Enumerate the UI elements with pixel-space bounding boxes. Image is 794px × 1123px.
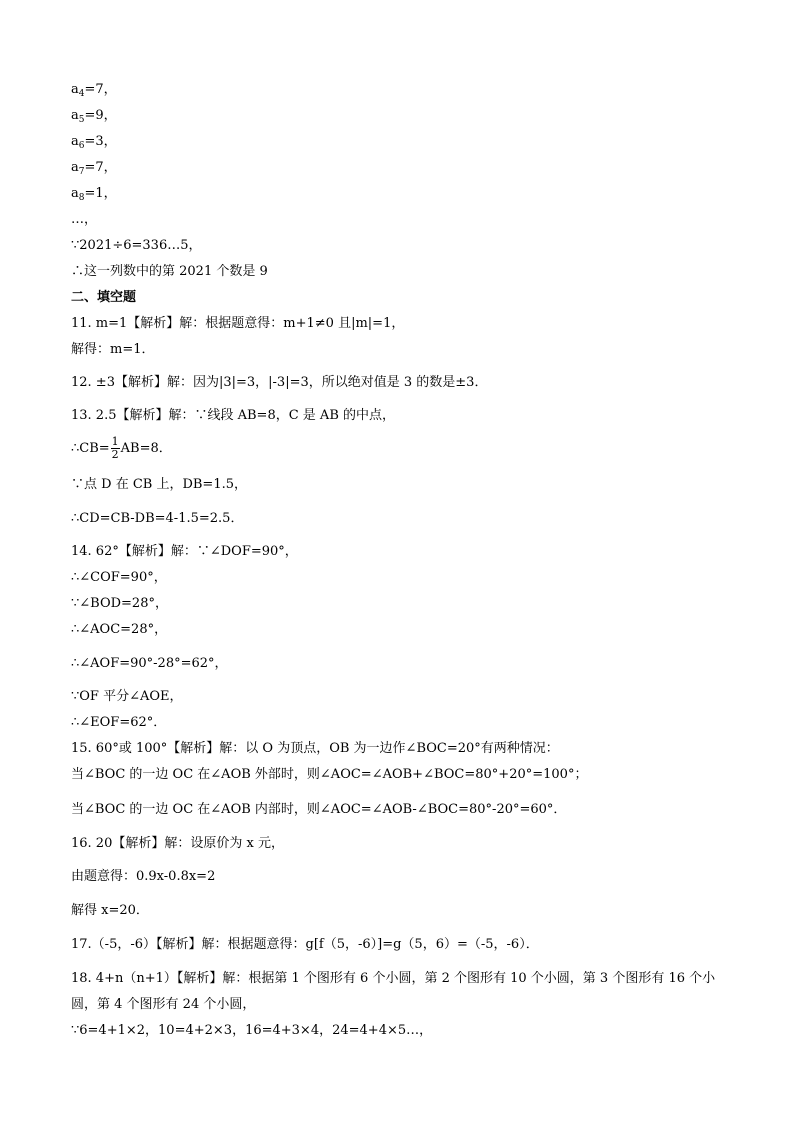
line-remainder: ∵2021÷6=336…5， bbox=[71, 238, 202, 253]
line-a8: $a_8=1$， bbox=[71, 186, 117, 203]
answer-15-case-outside: 当∠BOC 的一边 OC 在∠AOB 外部时，则∠AOC=∠AOB+∠BOC=80°+20°=100°； bbox=[71, 767, 588, 782]
answer-14-bod: ∵∠BOD=28°， bbox=[71, 596, 168, 611]
answer-13-cb: ∴CB= $\frac{1}{2}$ AB=8． bbox=[71, 435, 172, 461]
line-ellipsis: …， bbox=[71, 212, 98, 227]
answer-14: 14. 62°【解析】解：∵∠DOF=90°， bbox=[71, 544, 298, 559]
answer-14-aof: ∴∠AOF=90°-28°=62°， bbox=[71, 656, 228, 671]
line-a4: $a_4=7$， bbox=[71, 82, 117, 99]
answer-11: 11. m=1【解析】解：根据题意得：m+1≠0 且|m|=1， bbox=[71, 316, 405, 331]
answer-14-bisector: ∵OF 平分∠AOE， bbox=[71, 689, 183, 704]
line-a6: $a_6=3$， bbox=[71, 134, 117, 151]
answer-18: 18. 4+n（n+1）【解析】解：根据第 1 个图形有 6 个小圆，第 2 个图形有 10 个小圆，第 3 个图形有 16 个小 bbox=[71, 971, 716, 986]
answer-15: 15. 60°或 100°【解析】解：以 O 为顶点，OB 为一边作∠BOC=20°有两种情况： bbox=[71, 741, 559, 756]
line-a7: $a_7=7$， bbox=[71, 160, 117, 177]
answer-14-aoc: ∴∠AOC=28°， bbox=[71, 622, 168, 637]
answer-14-cof: ∴∠COF=90°， bbox=[71, 570, 167, 585]
answer-12: 12. ±3【解析】解：因为|3|=3，|-3|=3，所以绝对值是 3 的数是±3． bbox=[71, 375, 488, 390]
line-a5: $a_5=9$， bbox=[71, 108, 117, 125]
fraction-one-half: $\frac{1}{2}$ bbox=[111, 435, 119, 461]
answer-13: 13. 2.5【解析】解：∵线段 AB=8，C 是 AB 的中点， bbox=[71, 408, 396, 423]
answer-13-cd: ∴CD=CB-DB=4-1.5=2.5． bbox=[71, 511, 244, 526]
answer-17: 17.（-5，-6）【解析】解：根据题意得：g[f（5，-6）]=g（5，6）=（-5，-6）． bbox=[71, 937, 539, 952]
answer-16-equation: 由题意得：0.9x-0.8x=2 bbox=[71, 869, 216, 884]
answer-18-pattern: ∵6=4+1×2，10=4+2×3，16=4+3×4，24=4+4×5…， bbox=[71, 1023, 433, 1038]
answer-11-result: 解得：m=1． bbox=[71, 342, 155, 357]
answer-13-db: ∵点 D 在 CB 上，DB=1.5， bbox=[71, 477, 247, 492]
answer-16: 16. 20【解析】解：设原价为 x 元， bbox=[71, 836, 284, 851]
section-heading-fill-blank: 二、填空题 bbox=[71, 290, 137, 305]
answer-16-result: 解得 x=20． bbox=[71, 903, 149, 918]
answer-18-cont: 圆，第 4 个图形有 24 个小圆， bbox=[71, 997, 256, 1012]
line-conclusion-10: ∴这一列数中的第 2021 个数是 9 bbox=[71, 264, 268, 279]
answer-15-case-inside: 当∠BOC 的一边 OC 在∠AOB 内部时，则∠AOC=∠AOB-∠BOC=80°-20°=60°． bbox=[71, 802, 567, 817]
answer-14-eof: ∴∠EOF=62°． bbox=[71, 715, 167, 730]
